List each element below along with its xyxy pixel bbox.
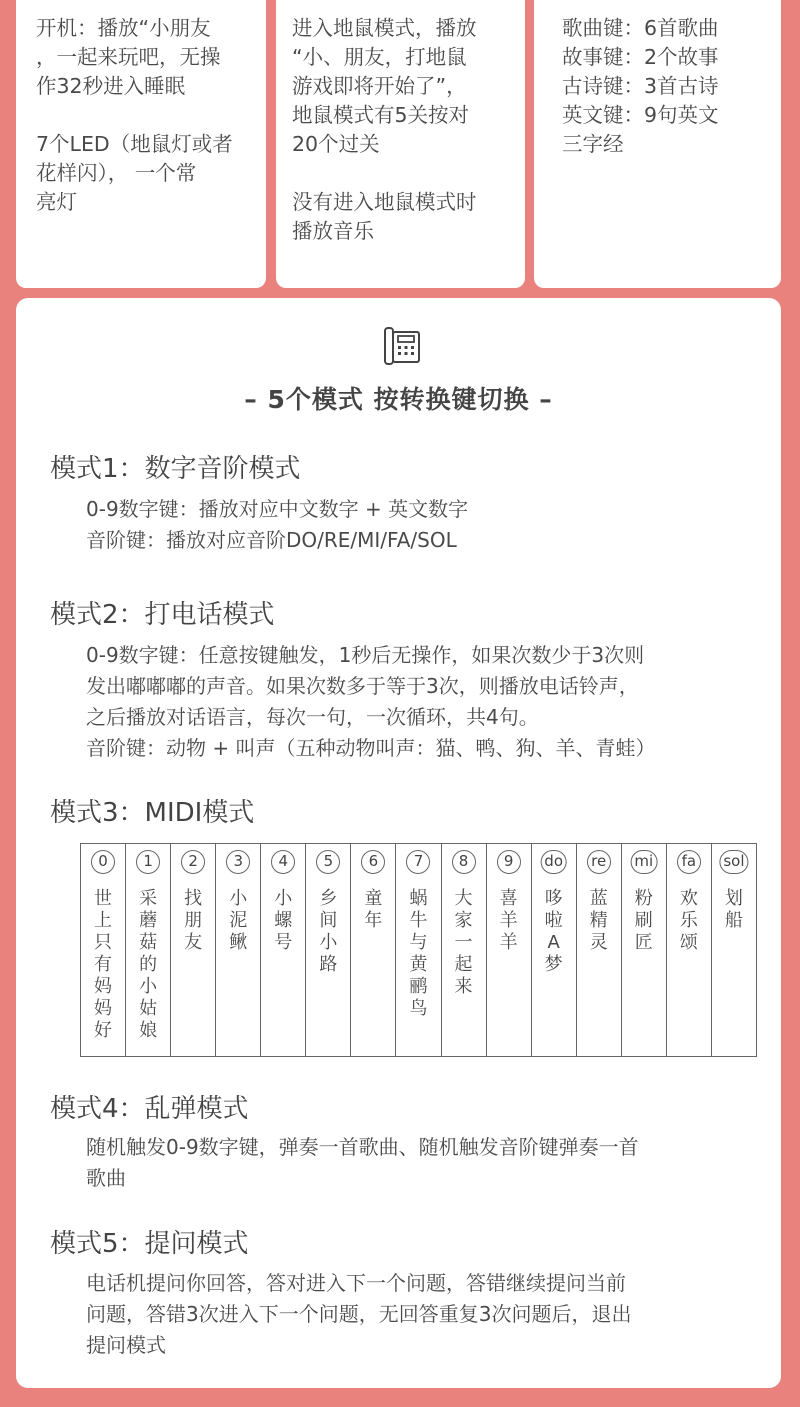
midi-column: [216, 844, 261, 1056]
card-paragraph: 没有进入地鼠模式时 播放音乐: [292, 190, 477, 243]
card-paragraph: 开机：播放“小朋友 ，一起来玩吧，无操 作32秒进入睡眠: [36, 16, 221, 98]
key-badge: 1: [136, 850, 160, 874]
midi-column: [261, 844, 306, 1056]
feature-card-mole-mode: [276, 0, 525, 288]
key-badge: 3: [226, 850, 250, 874]
key-badge: 5: [316, 850, 340, 874]
midi-column: [532, 844, 577, 1056]
midi-column: [712, 844, 756, 1056]
song-name: 找 朋 友: [184, 888, 203, 953]
song-name: 采 蘑 菇 的 小 姑 娘: [139, 888, 158, 1041]
description-line: 提问模式: [86, 1333, 166, 1357]
midi-column: [396, 844, 441, 1056]
modes-panel: [16, 298, 781, 1388]
mode-3-title: 模式3：MIDI模式: [50, 798, 255, 828]
description-line: 问题，答错3次进入下一个问题，无回答重复3次问题后，退出: [86, 1302, 632, 1326]
key-badge: sol: [719, 850, 748, 874]
mode-4-title: 模式4：乱弹模式: [50, 1094, 249, 1124]
card-paragraph: 7个LED（地鼠灯或者 花样闪）， 一个常 亮灯: [36, 132, 233, 214]
mode-1-description: [86, 494, 468, 556]
key-badge: 2: [181, 850, 205, 874]
phone-icon: [382, 326, 422, 366]
key-badge: re: [587, 850, 611, 874]
midi-column: [667, 844, 712, 1056]
panel-title: – 5个模式 按转换键切换 –: [244, 385, 553, 414]
description-line: 音阶键：播放对应音阶DO/RE/MI/FA/SOL: [86, 528, 457, 552]
song-name: 蜗 牛 与 黄 鹂 鸟: [409, 888, 428, 1019]
description-line: 发出嘟嘟嘟的声音。如果次数多于等于3次，则播放电话铃声，: [86, 674, 639, 698]
song-name: 世 上 只 有 妈 妈 好: [94, 888, 113, 1041]
card-paragraph: 进入地鼠模式，播放 “小、朋友，打地鼠 游戏即将开始了”， 地鼠模式有5关按对 20个过关: [292, 16, 477, 156]
key-badge: 4: [271, 850, 295, 874]
midi-column: [577, 844, 622, 1056]
key-badge: 7: [406, 850, 430, 874]
mode-5-description: [86, 1268, 631, 1361]
key-badge: 6: [361, 850, 385, 874]
feature-card-power: [16, 0, 266, 288]
song-name: 小 泥 鳅: [229, 888, 248, 953]
song-name: 欢 乐 颂: [679, 888, 698, 953]
midi-column: [442, 844, 487, 1056]
midi-column: [126, 844, 171, 1056]
card-paragraph: 歌曲键：6首歌曲 故事键：2个故事 古诗键：3首古诗 英文键：9句英文 三字经: [562, 16, 719, 156]
song-name: 划 船: [724, 888, 743, 931]
midi-song-table: [80, 843, 757, 1057]
song-name: 童 年: [364, 888, 383, 931]
song-name: 蓝 精 灵: [589, 888, 608, 953]
mode-5-title: 模式5：提问模式: [50, 1229, 249, 1259]
song-name: 粉 刷 匠: [634, 888, 653, 953]
key-badge: 8: [452, 850, 476, 874]
description-line: 歌曲: [86, 1166, 126, 1190]
description-line: 音阶键：动物 + 叫声（五种动物叫声：猫、鸭、狗、羊、青蛙）: [86, 736, 656, 760]
song-name: 乡 间 小 路: [319, 888, 338, 975]
song-name: 小 螺 号: [274, 888, 293, 953]
key-badge: fa: [677, 850, 701, 874]
description-line: 0-9数字键：任意按键触发，1秒后无操作，如果次数少于3次则: [86, 643, 645, 667]
midi-column: [351, 844, 396, 1056]
feature-card-content-keys: [534, 0, 781, 288]
song-name: 大 家 一 起 来: [454, 888, 473, 997]
midi-column: [171, 844, 216, 1056]
midi-column: [306, 844, 351, 1056]
mode-4-description: [86, 1132, 639, 1194]
midi-column: [487, 844, 532, 1056]
mode-2-description: [86, 640, 655, 764]
mode-2-title: 模式2：打电话模式: [50, 600, 275, 630]
description-line: 0-9数字键：播放对应中文数字 + 英文数字: [86, 497, 469, 521]
key-badge: mi: [630, 850, 657, 874]
description-line: 之后播放对话语言，每次一句，一次循环，共4句。: [86, 705, 539, 729]
key-badge: 0: [91, 850, 115, 874]
key-badge: do: [540, 850, 567, 874]
description-line: 电话机提问你回答，答对进入下一个问题，答错继续提问当前: [86, 1271, 626, 1295]
midi-column: [622, 844, 667, 1056]
song-name: 哆 啦 A 梦: [544, 888, 563, 975]
midi-column: [81, 844, 126, 1056]
key-badge: 9: [497, 850, 521, 874]
song-name: 喜 羊 羊: [499, 888, 518, 953]
mode-1-title: 模式1：数字音阶模式: [50, 454, 301, 484]
description-line: 随机触发0-9数字键，弹奏一首歌曲、随机触发音阶键弹奏一首: [86, 1135, 639, 1159]
